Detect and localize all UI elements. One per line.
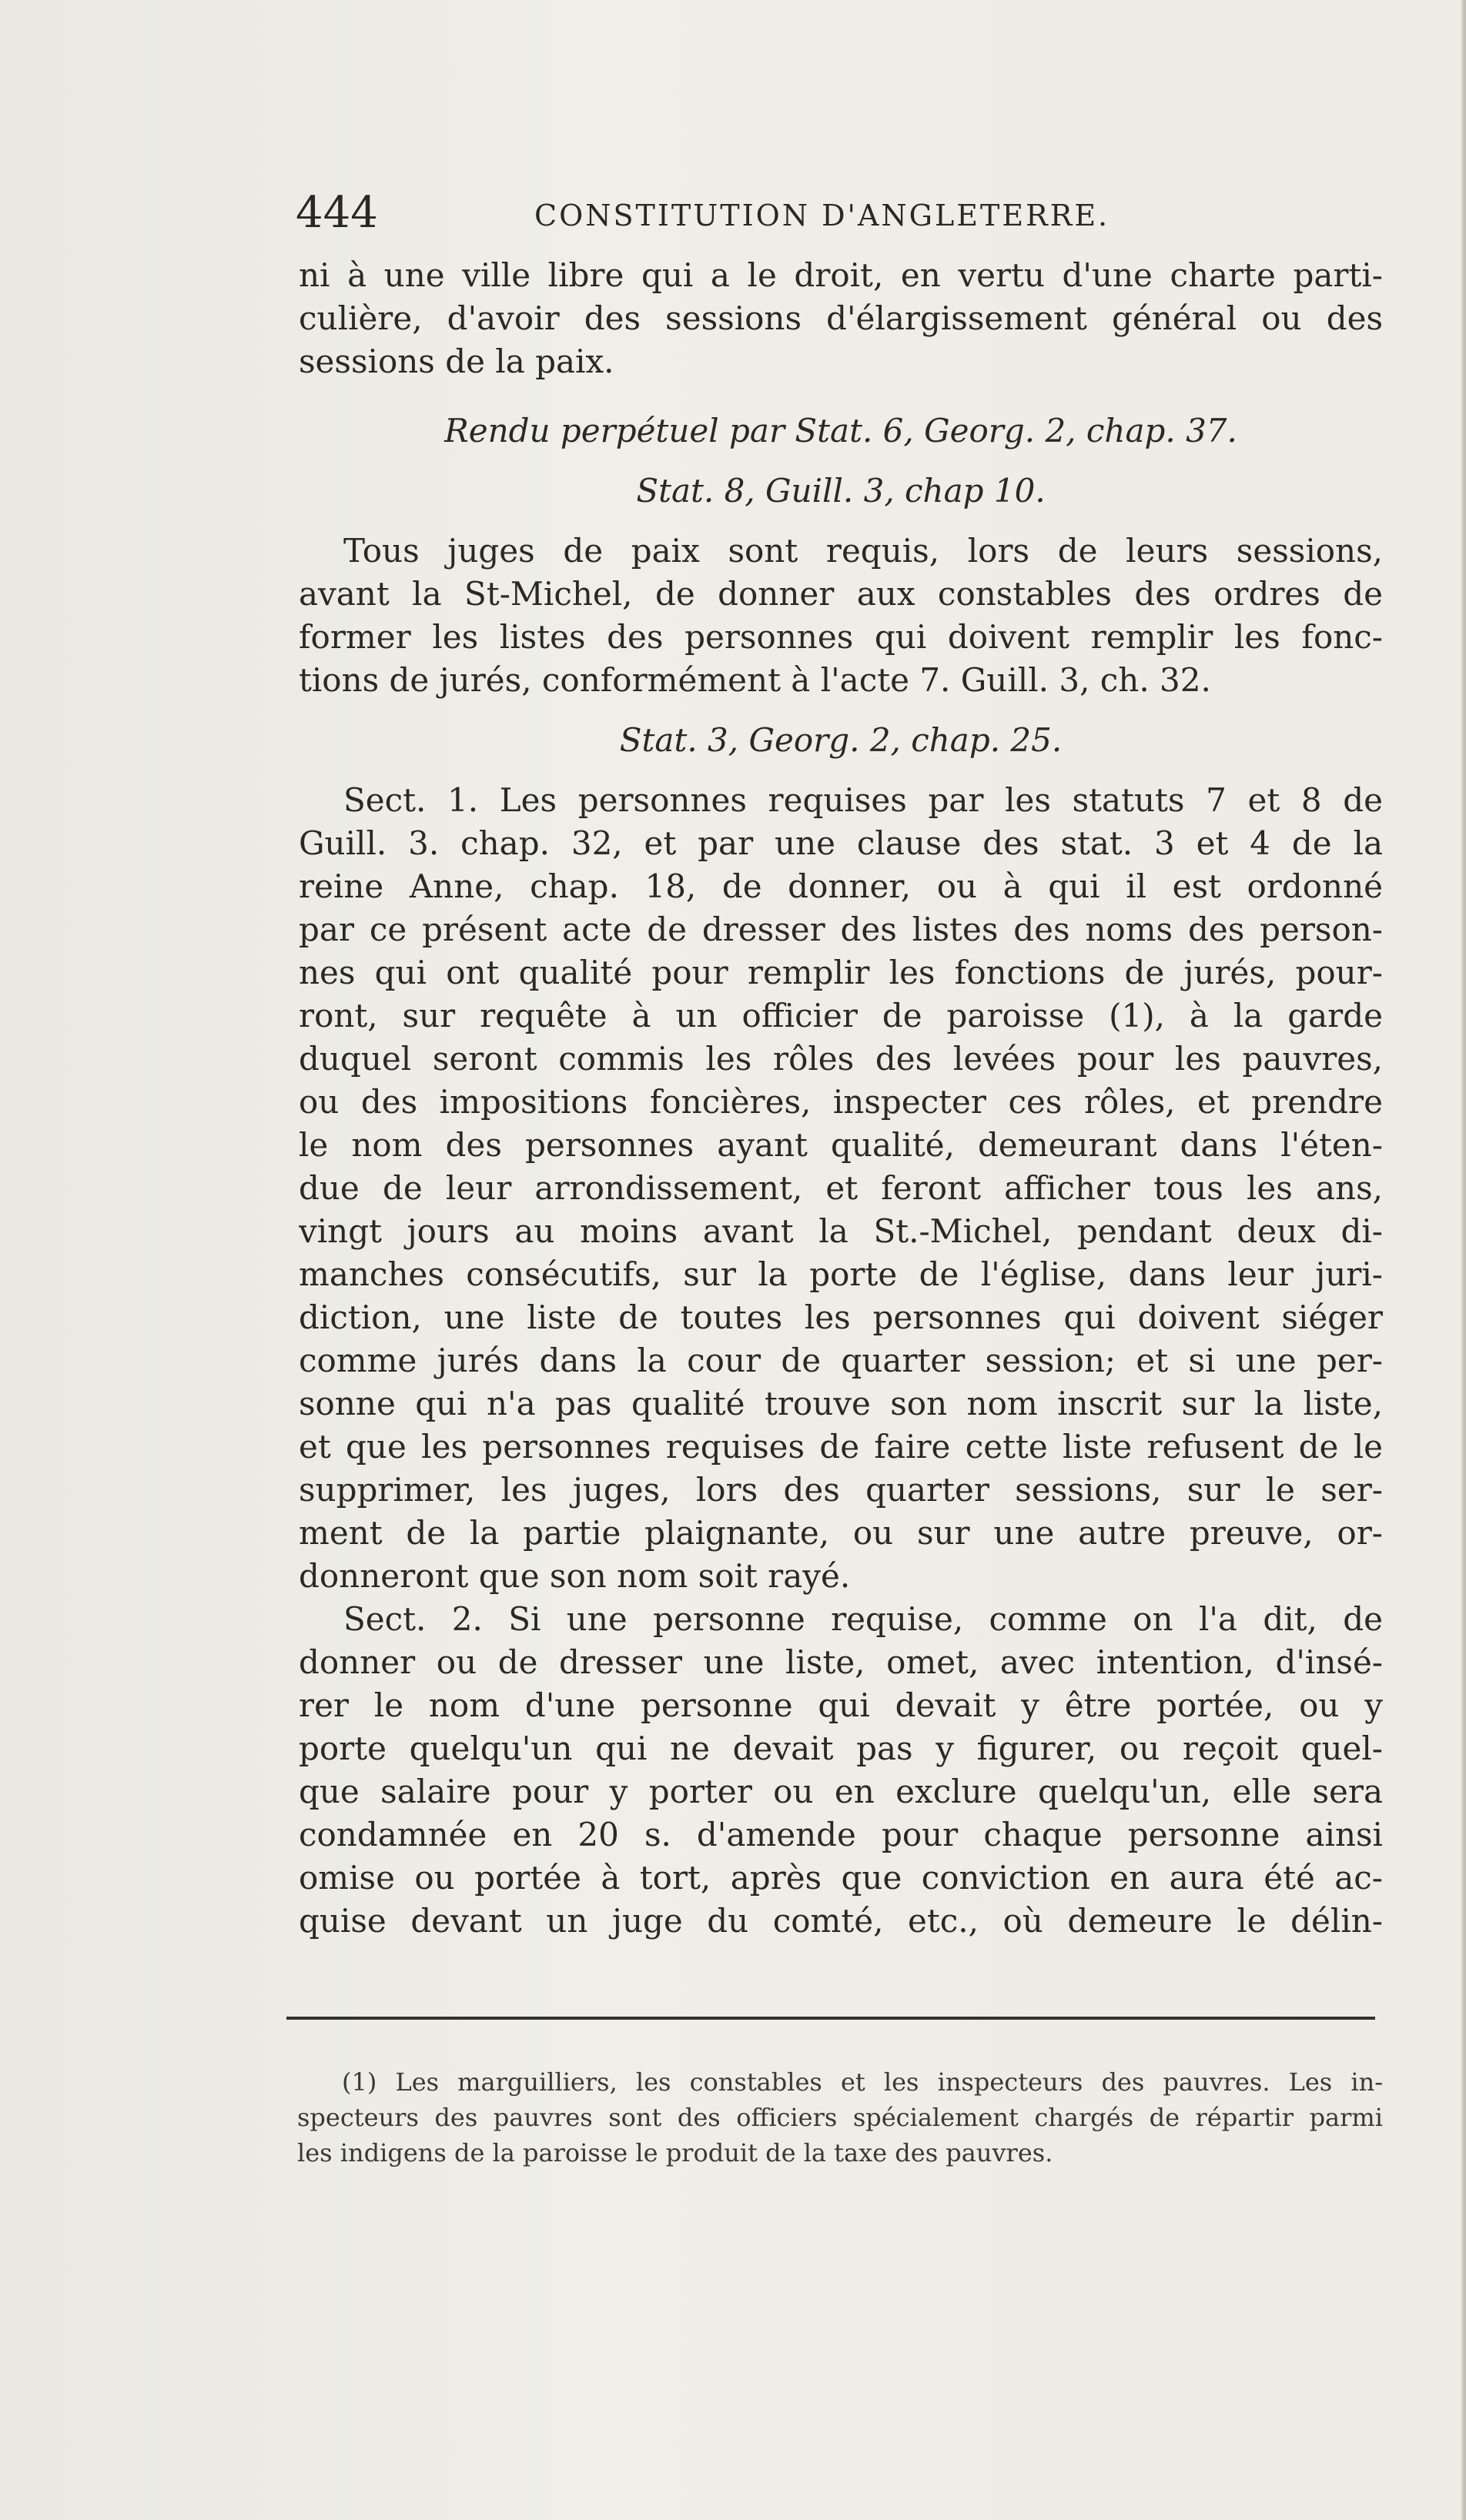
text-line: sessions de la paix. — [299, 343, 614, 380]
footnote-line: specteurs des pauvres sont des officiers spécialement chargés de répartir parmi — [297, 2103, 1383, 2132]
text-line: supprimer, les juges, lors des quarter sessions, sur le ser- — [299, 1471, 1383, 1509]
paragraph-3 — [299, 779, 1383, 1598]
page-number: 444 — [296, 188, 378, 238]
text-line: ou des impositions foncières, inspecter ces rôles, et prendre — [299, 1083, 1383, 1121]
text-line: due de leur arrondissement, et feront afficher tous les ans, — [299, 1169, 1383, 1207]
text-line: omise ou portée à tort, après que conviction en aura été ac- — [299, 1859, 1383, 1897]
text-line: sonne qui n'a pas qualité trouve son nom inscrit sur la liste, — [299, 1385, 1383, 1422]
statute-heading: Rendu perpétuel par Stat. 6, Georg. 2, chap. 37. — [444, 412, 1237, 450]
text-line: manches consécutifs, sur la porte de l'église, dans leur juri- — [299, 1255, 1383, 1293]
footnote-line: les indigens de la paroisse le produit de la taxe des pauvres. — [297, 2138, 1053, 2167]
text-line: et que les personnes requises de faire cette liste refusent de le — [299, 1428, 1383, 1466]
text-line: avant la St-Michel, de donner aux constables des ordres de — [299, 575, 1383, 613]
text-line: ni à une ville libre qui a le droit, en vertu d'une charte parti- — [299, 256, 1383, 294]
text-line: Guill. 3. chap. 32, et par une clause des stat. 3 et 4 de la — [299, 824, 1383, 862]
paragraph-1 — [299, 254, 1383, 383]
page-header — [296, 186, 1374, 240]
footnote — [297, 2064, 1383, 2171]
text-line: quise devant un juge du comté, etc., où demeure le délin- — [299, 1902, 1383, 1940]
text-line: Sect. 2. Si une personne requise, comme on l'a dit, de — [343, 1600, 1383, 1638]
text-line: donner ou de dresser une liste, omet, avec intention, d'insé- — [299, 1643, 1383, 1681]
text-line: nes qui ont qualité pour remplir les fonctions de jurés, pour- — [299, 954, 1383, 991]
text-line: que salaire pour y porter ou en exclure quelqu'un, elle sera — [299, 1773, 1383, 1810]
text-line: ment de la partie plaignante, ou sur une autre preuve, or- — [299, 1514, 1383, 1552]
text-line: rer le nom d'une personne qui devait y être portée, ou y — [299, 1686, 1383, 1724]
paragraph-4 — [299, 1598, 1383, 1943]
paragraph-2 — [299, 530, 1383, 702]
text-line: tions de jurés, conformément à l'acte 7. Guill. 3, ch. 32. — [299, 661, 1211, 699]
text-line: Tous juges de paix sont requis, lors de leurs sessions, — [343, 532, 1383, 570]
body-text — [299, 254, 1383, 1943]
text-line: diction, une liste de toutes les personnes qui doivent siéger — [299, 1298, 1383, 1336]
text-line: Sect. 1. Les personnes requises par les statuts 7 et 8 de — [343, 781, 1383, 819]
statute-heading: Stat. 3, Georg. 2, chap. 25. — [619, 721, 1063, 759]
text-line: former les listes des personnes qui doivent remplir les fonc- — [299, 618, 1383, 656]
text-line: condamnée en 20 s. d'amende pour chaque personne ainsi — [299, 1816, 1383, 1853]
footnote-line: (1) Les marguilliers, les constables et les inspecteurs des pauvres. Les in- — [342, 2067, 1383, 2097]
text-line: le nom des personnes ayant qualité, demeurant dans l'éten- — [299, 1126, 1383, 1164]
text-line: par ce présent acte de dresser des listes des noms des person- — [299, 911, 1383, 948]
text-line: reine Anne, chap. 18, de donner, ou à qui il est ordonné — [299, 867, 1383, 905]
footnote-rule — [286, 2017, 1375, 2020]
text-line: duquel seront commis les rôles des levées pour les pauvres, — [299, 1040, 1383, 1078]
text-line: porte quelqu'un qui ne devait pas y figurer, ou reçoit quel- — [299, 1730, 1383, 1767]
text-line: culière, d'avoir des sessions d'élargissement général ou des — [299, 299, 1383, 337]
text-line: ront, sur requête à un officier de paroisse (1), à la garde — [299, 997, 1383, 1034]
text-line: comme jurés dans la cour de quarter session; et si une per- — [299, 1342, 1383, 1379]
page-edge — [1461, 0, 1466, 2520]
text-line: donneront que son nom soit rayé. — [299, 1557, 851, 1595]
statute-heading: Stat. 8, Guill. 3, chap 10. — [636, 472, 1046, 510]
text-line: vingt jours au moins avant la St.-Michel, pendant deux di- — [299, 1212, 1383, 1250]
running-title: CONSTITUTION D'ANGLETERRE. — [534, 199, 1110, 232]
